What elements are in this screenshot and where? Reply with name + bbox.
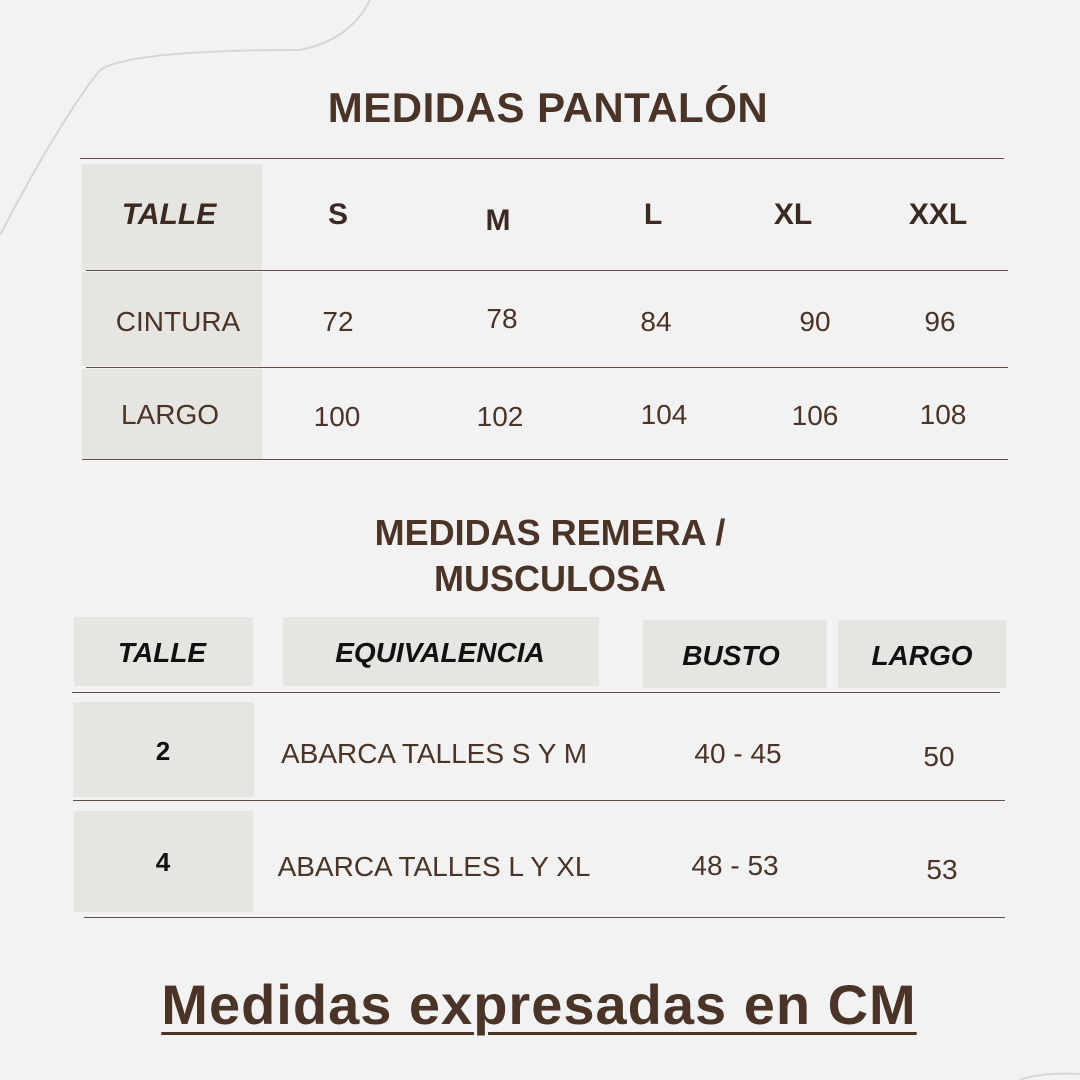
largo-xxl: 108 (919, 399, 967, 430)
row1-largo: 50 (923, 741, 955, 772)
largo-header-2: LARGO (871, 640, 973, 671)
row2-equivalencia: ABARCA TALLES L Y XL (277, 851, 591, 882)
largo-label: LARGO (120, 399, 220, 430)
largo-xl: 106 (791, 400, 839, 431)
row1-talle: 2 (155, 736, 171, 766)
equivalencia-header: EQUIVALENCIA (335, 637, 545, 668)
largo-l: 104 (640, 399, 688, 430)
busto-header: BUSTO (682, 640, 780, 671)
cintura-s: 72 (322, 306, 354, 337)
talle-header: TALLE (121, 198, 217, 231)
remera-title-line1: MEDIDAS REMERA / (374, 512, 726, 553)
cintura-m: 78 (486, 303, 518, 334)
row2-talle: 4 (155, 847, 171, 877)
row2-largo: 53 (926, 854, 958, 885)
size-xl-header: XL (773, 198, 813, 231)
cintura-xl: 90 (799, 306, 831, 337)
talle-header-2: TALLE (117, 637, 207, 668)
row1-equivalencia: ABARCA TALLES S Y M (280, 738, 588, 769)
row2-busto: 48 - 53 (691, 850, 779, 881)
size-l-header: L (643, 198, 663, 231)
cintura-xxl: 96 (924, 306, 956, 337)
cintura-label: CINTURA (115, 306, 241, 337)
cintura-l: 84 (640, 306, 672, 337)
largo-s: 100 (313, 401, 361, 432)
size-s-header: S (327, 198, 349, 231)
largo-m: 102 (476, 401, 524, 432)
pantalon-title: MEDIDAS PANTALÓN (327, 84, 769, 131)
remera-title (0, 510, 1080, 602)
footer-note: Medidas expresadas en CM (161, 973, 917, 1036)
row1-busto: 40 - 45 (694, 738, 782, 769)
size-xxl-header: XXL (908, 198, 968, 231)
remera-title-line2: MUSCULOSA (434, 558, 666, 599)
size-m-header: M (485, 204, 511, 237)
